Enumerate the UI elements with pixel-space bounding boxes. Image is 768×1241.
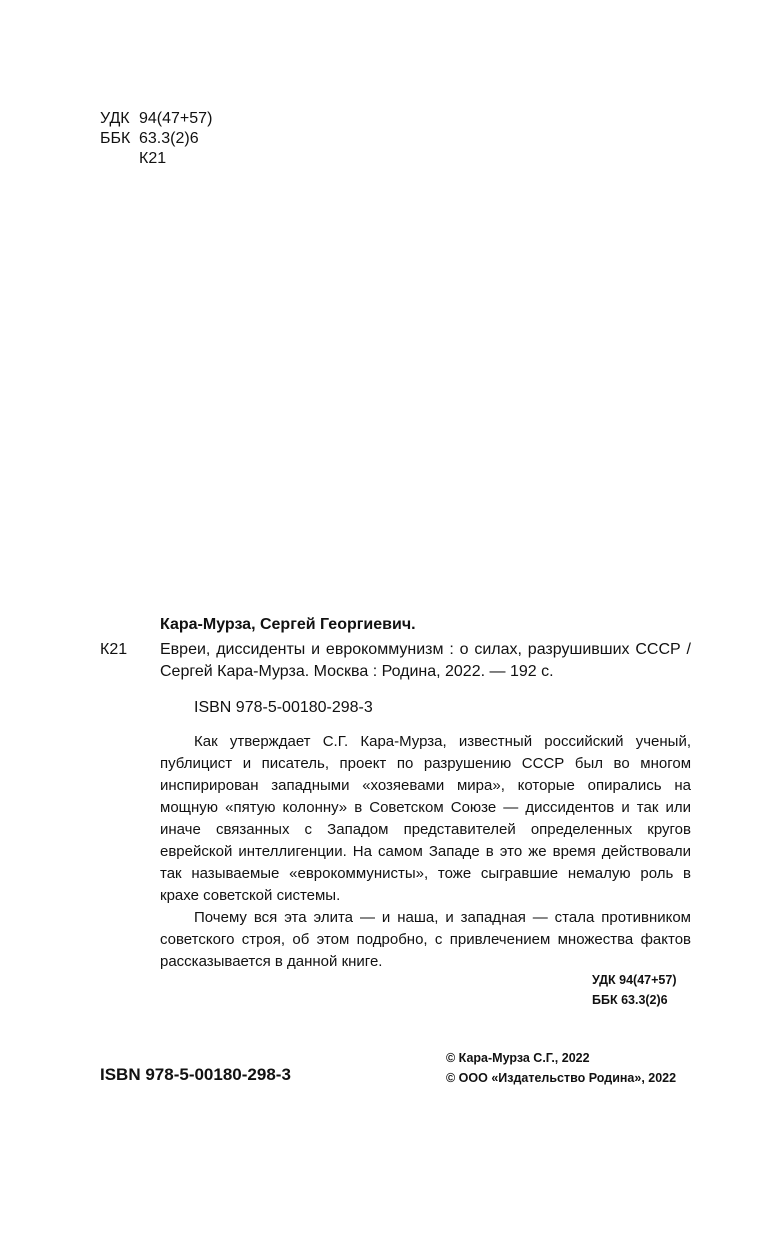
bbk-value: 63.3(2)6 [139, 130, 199, 147]
author-mark-row [100, 149, 260, 169]
record-udk-line: УДК 94(47+57) [592, 973, 677, 987]
annotation-paragraph-1: Как утверждает С.Г. Кара-Мурза, известный российский ученый, публицист и писатель, проект по разрушению СССР был во многом инспирирован западными «хозяевами мира», которые опирались на мощную «пятую колонну» в Советском Союзе — диссидентов и так или иначе связанных с Западом представителей определенных кругов еврейской интеллигенции. На самом Западе в это же время действовали так называемые «еврокоммунисты», тоже сыгравшие немалую роль в крахе советской системы. [160, 733, 691, 904]
bibliographic-description: Евреи, диссиденты и еврокоммунизм : о силах, разрушивших СССР / Сергей Кара-Мурза. Москва : Родина, 2022. — 192 с. [160, 641, 691, 680]
footer-isbn: ISBN 978-5-00180-298-3 [100, 1065, 291, 1084]
copyright-publisher: © ООО «Издательство Родина», 2022 [446, 1071, 677, 1085]
udk-label: УДК [100, 110, 130, 127]
author-mark-side: К21 [100, 641, 128, 658]
record-bbk-line: ББК 63.3(2)6 [592, 993, 668, 1007]
annotation [160, 731, 691, 973]
bbk-code-row [100, 129, 260, 149]
copyright-block [446, 1048, 676, 1088]
annotation-paragraph-2: Почему вся эта элита — и наша, и западная — стала противником советского строя, об этом подробно, с привлечением множества фактов рассказывается в данной книге. [160, 909, 691, 970]
bbk-label: ББК [100, 130, 131, 147]
author-mark-top: К21 [139, 150, 167, 167]
copyright-author: © Кара-Мурза С.Г., 2022 [446, 1051, 590, 1065]
udk-code-row [100, 109, 260, 129]
record-class-codes [592, 970, 677, 1010]
record-isbn: ISBN 978-5-00180-298-3 [194, 699, 373, 716]
author-heading: Кара-Мурза, Сергей Георгиевич. [160, 616, 416, 633]
udk-value: 94(47+57) [139, 110, 213, 127]
